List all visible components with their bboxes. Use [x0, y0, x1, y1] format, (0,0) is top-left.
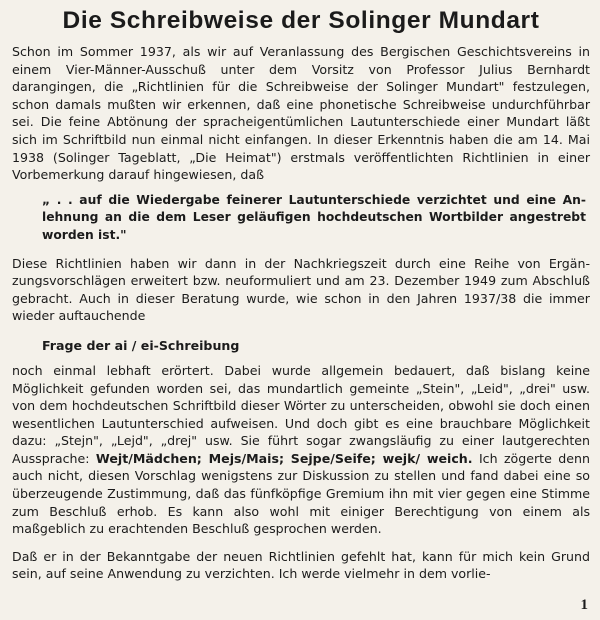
- page-title: Die Schreibweise der Solinger Mundart: [62, 7, 540, 34]
- paragraph-intro: Schon im Sommer 1937, als wir auf Veranlassung des Bergischen Geschichtsvereins in einem Vier-Männer-Ausschuß unter dem Vorsitz von Professor Julius Bernhardt darangingen, die „Richtlinien für die Schreibweise der Solinger Mundart" festzulegen, schon damals mußten wir erkennen, daß eine phonetische Schreibweise undurchführbar sei. Die feine Abtönung der spracheigentümlichen Lautunterschiede einer Mundart läßt sich im Schriftbild nun einmal nicht einfangen. In dieser Erkenntnis haben die am 14. Mai 1938 (Solinger Tageblatt, „Die Heimat") erstmals veröffentlichten Richtlinien in einer Vorbemerkung darauf hingewiesen, daß: [12, 44, 590, 183]
- paragraph-discussion: [12, 362, 590, 538]
- paragraph-closing: Daß er in der Bekanntgabe der neuen Richtlinien gefehlt hat, kann für mich kein Grund sein, auf seine Anwendung zu verzichten. Ich werde vielmehr in dem vorlie-: [12, 548, 590, 582]
- paragraph-postwar: Diese Richtlinien haben wir dann in der Nachkriegszeit durch eine Reihe von Ergänzungsvorschlägen erweitert bzw. neuformuliert und am 23. Dezember 1949 zum Abschluß gebracht. Auch in dieser Beratung wurde, wie schon in den Jahren 1937/38 die immer wieder auftauchende: [12, 255, 590, 324]
- spelling-examples: Wejt/Mädchen; Mejs/Mais; Sejpe/Seife; wejk/ weich.: [95, 450, 473, 466]
- discussion-text-a: noch einmal lebhaft erörtert. Dabei wurde allgemein bedauert, daß bislang keine Möglichkeit gefunden worden sei, das mundartlich gemeinte „Stein", „Leid", „drei" usw. von dem hochdeutschen Schriftbild dieser Wörter zu unterscheiden, obwohl sie doch einen wesentlichen Lautunterschied aufweisen. Und doch gibt es eine brauchbare Möglichkeit dazu: „Stejn", „Lejd", „drej" usw. Sie führt sogar zwangsläufig zu einer lautgerechten Aussprache:: [12, 362, 590, 466]
- page-number: 1: [580, 597, 588, 613]
- discussion-text-b: Ich zögerte denn auch nicht, diesen Vorschlag wenigstens zur Diskussion zu stellen und fand dabei eine so überzeugende Zustimmung, daß das fünfköpfige Gremium ihn mit vier gegen eine Stimme zum Beschluß erhob. Es kann also wohl mit einiger Berechtigung von einem als maßgeblich zu erachtenden Beschluß gesprochen werden.: [12, 450, 590, 537]
- section-subheading: Frage der ai / ei-Schreibung: [42, 337, 240, 353]
- block-quote: „ . . auf die Wiedergabe feinerer Lautunterschiede verzichtet und eine Anlehnung an die dem Leser geläufigen hochdeutschen Wortbilder angestrebt worden ist.": [42, 192, 586, 242]
